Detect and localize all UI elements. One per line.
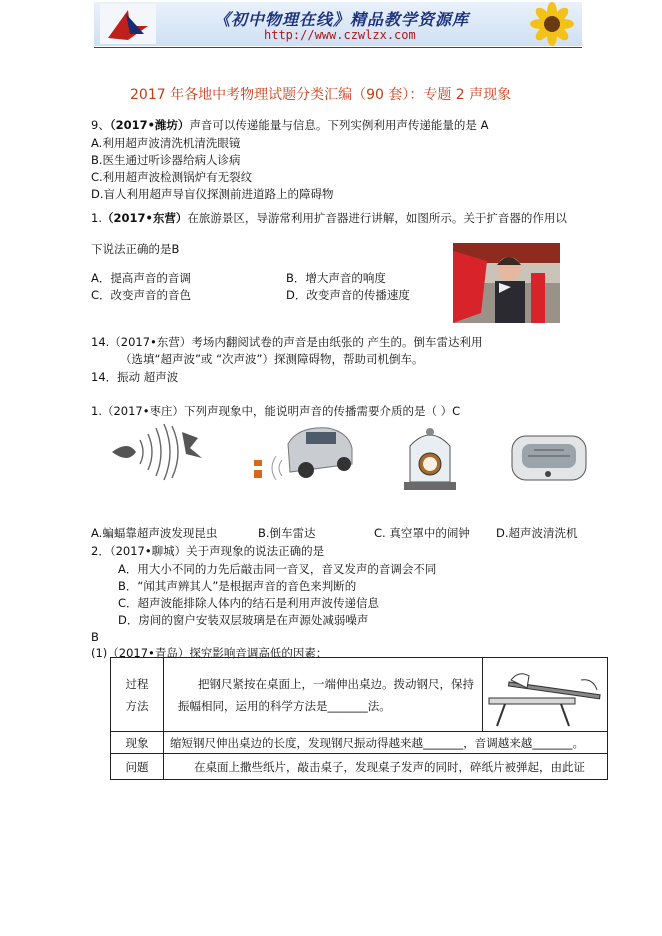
table-row <box>111 732 608 754</box>
head-text: 方法 <box>125 698 149 713</box>
tour-guide-photo <box>453 243 560 323</box>
q14-line2: （选填“超声波”或 “次声波”）探测障碍物，帮助司机倒车。 <box>120 352 424 366</box>
experiment-table <box>110 657 608 780</box>
q1b-caption-b: B.倒车雷达 <box>258 526 316 540</box>
q9-option-a: A.利用超声波清洗机清洗眼镜 <box>91 136 241 150</box>
q9-option-d: D.盲人利用超声导盲仪探测前进道路上的障碍物 <box>91 187 334 201</box>
table-cell-question: 在桌面上撒些纸片，敲击桌子，发现桌子发声的同时，碎纸片被弹起，由此证 <box>164 754 608 780</box>
table-cell-process <box>164 658 483 732</box>
q14-line1: 14.（2017•东营）考场内翻阅试卷的声音是由纸张的 产生的。倒车雷达利用 <box>91 335 483 349</box>
q1a-stem-cont: 下说法正确的是B <box>91 242 180 256</box>
q1a-option-a: A．提高声音的音调 <box>91 271 191 285</box>
q1a-stem <box>91 210 567 226</box>
q1a-number: 1. <box>91 211 102 225</box>
header-banner <box>94 2 582 46</box>
q9-option-c: C.利用超声波检测锅炉有无裂纹 <box>91 170 253 184</box>
q2-option-b: B．“闻其声辨其人”是根据声音的音色来判断的 <box>118 579 357 593</box>
reversing-radar-image <box>248 420 356 484</box>
q1b-caption-a: A.蝙蝠靠超声波发现昆虫 <box>91 526 218 540</box>
ruler-table-image <box>483 658 607 728</box>
header-rule <box>94 47 582 48</box>
bat-sound-image <box>110 418 206 482</box>
sunflower-icon <box>522 2 582 46</box>
q9-stem <box>91 117 488 133</box>
q9-text: 声音可以传递能量与信息。下列实例利用声传递能量的是 A <box>189 118 489 132</box>
q2-answer: B <box>91 630 99 644</box>
q1b-caption-d: D.超声波清洗机 <box>496 526 578 540</box>
q2-option-c: C．超声波能排除人体内的结石是利用声波传递信息 <box>118 596 380 610</box>
q1a-option-c: C．改变声音的音色 <box>91 288 192 302</box>
page-title: 2017 年各地中考物理试题分类汇编（90 套）：专题 2 声现象 <box>130 87 512 103</box>
q14-answer: 14．振动 超声波 <box>91 370 179 384</box>
table-row <box>111 754 608 780</box>
q9-source: （2017•潍坊） <box>109 118 190 132</box>
q2-stem: 2．（2017•聊城）关于声现象的说法正确的是 <box>91 544 325 558</box>
table-row <box>111 658 608 732</box>
cell-text: 振幅相同，运用的科学方法是_______法。 <box>178 698 391 713</box>
table-head-question: 问题 <box>111 754 164 780</box>
q1a-text: 在旅游景区，导游常利用扩音器进行讲解，如图所示。关于扩音器的作用以 <box>187 211 567 225</box>
ultrasonic-cleaner-image <box>508 426 590 486</box>
table-cell-figure <box>483 658 608 732</box>
q1b-caption-c: C. 真空罩中的闹钟 <box>374 526 470 540</box>
q1a-option-d: D．改变声音的传播速度 <box>286 288 410 302</box>
head-text: 过程 <box>125 676 149 691</box>
table-cell-phenomenon: 缩短钢尺伸出桌边的长度，发现钢尺振动得越来越_______，音调越来越_______。 <box>164 732 608 754</box>
q1a-source: （2017•东营） <box>101 211 188 225</box>
q9-number: 9、 <box>91 118 110 132</box>
q1a-option-b: B．增大声音的响度 <box>286 271 386 285</box>
q-qingdao-stem: (1)（2017•青岛）探究影响音调高低的因素： <box>91 646 328 660</box>
table-head-process <box>111 658 164 732</box>
q2-option-d: D．房间的窗户安装双层玻璃是在声源处减弱噪声 <box>118 613 369 627</box>
q9-option-b: B.医生通过听诊器给病人诊病 <box>91 153 241 167</box>
vacuum-bell-jar-image <box>400 424 460 492</box>
q1b-stem: 1.（2017•枣庄）下列声现象中，能说明声音的传播需要介质的是（ ）C <box>91 404 461 418</box>
table-head-phenomenon: 现象 <box>111 732 164 754</box>
cell-text: 把钢尺紧按在桌面上，一端伸出桌边。拨动钢尺，保持 <box>198 676 474 691</box>
banner-url: http://www.czwlzx.com <box>264 28 416 42</box>
banner-title: 《初中物理在线》精品教学资源库 <box>214 10 470 29</box>
logo-icon <box>100 4 156 44</box>
q2-option-a: A．用大小不同的力先后敲击同一音叉，音叉发声的音调会不同 <box>118 562 437 576</box>
